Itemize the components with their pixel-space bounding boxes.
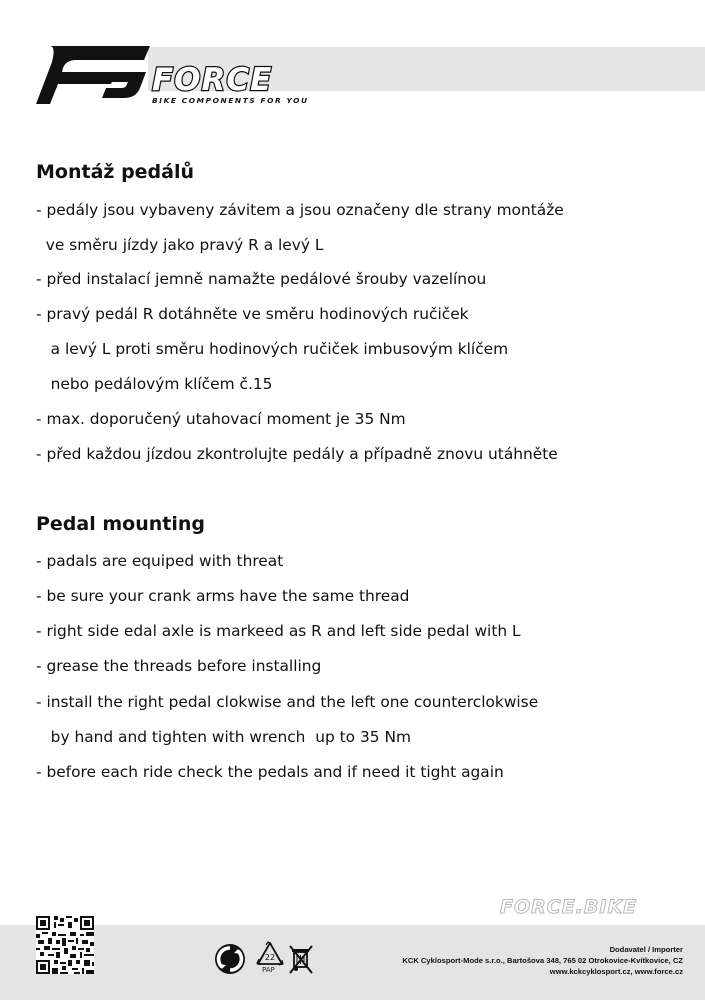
importer-label: Dodavatel / Importer	[609, 945, 683, 954]
brand-tagline: BIKE COMPONENTS FOR YOU	[152, 96, 309, 105]
czech-section-title: Montáž pedálů	[36, 161, 195, 183]
english-line: - install the right pedal clokwise and the left one counterclokwise	[36, 693, 539, 711]
importer-address: KCK Cyklosport-Mode s.r.o., Bartošova 348, 765 02 Otrokovice-Kvítkovice, CZ	[402, 956, 683, 965]
english-line: - before each ride check the pedals and if need it tight again	[36, 763, 504, 781]
czech-line: - před instalací jemně namažte pedálové šrouby vazelínou	[36, 270, 487, 288]
importer-web: www.kckcyklosport.cz, www.force.cz	[549, 967, 683, 976]
force-bike-watermark: FORCE.BIKE	[500, 896, 638, 918]
english-section-title: Pedal mounting	[36, 513, 205, 535]
czech-line: nebo pedálovým klíčem č.15	[36, 375, 273, 393]
green-dot-icon	[214, 943, 246, 975]
importer-info	[402, 944, 683, 977]
czech-line: - před každou jízdou zkontrolujte pedály a případně znovu utáhněte	[36, 445, 558, 463]
brand-name: FORCE	[152, 62, 273, 98]
english-line: - right side edal axle is markeed as R and left side pedal with L	[36, 622, 521, 640]
english-line: by hand and tighten with wrench up to 35 Nm	[36, 728, 411, 746]
english-line: - padals are equiped with threat	[36, 552, 284, 570]
force-logo-icon	[36, 46, 152, 104]
czech-line: - pedály jsou vybaveny závitem a jsou označeny dle strany montáže	[36, 201, 564, 219]
recycle-label: PAP	[262, 966, 275, 974]
english-line: - grease the threads before installing	[36, 657, 322, 675]
czech-line: - pravý pedál R dotáhněte ve směru hodinových ručiček	[36, 305, 469, 323]
recycle-icon	[256, 941, 284, 967]
qr-code-icon	[36, 916, 94, 974]
czech-line: a levý L proti směru hodinových ručiček imbusovým klíčem	[36, 340, 509, 358]
wheelie-bin-icon	[288, 943, 314, 975]
czech-line: ve směru jízdy jako pravý R a levý L	[36, 236, 324, 254]
english-line: - be sure your crank arms have the same thread	[36, 587, 410, 605]
czech-line: - max. doporučený utahovací moment je 35 Nm	[36, 410, 406, 428]
recycle-number: 22	[264, 953, 276, 962]
